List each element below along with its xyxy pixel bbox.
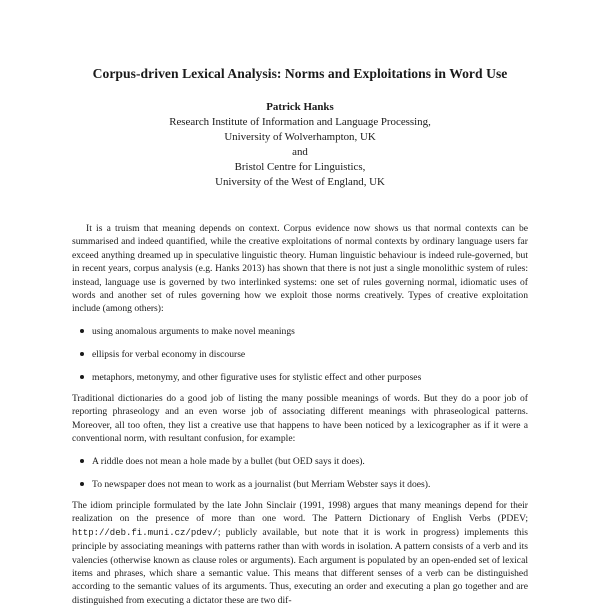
bullet-text: ellipsis for verbal economy in discourse	[92, 349, 246, 360]
affiliation-line: University of the West of England, UK	[215, 176, 385, 188]
author-block	[0, 100, 600, 190]
body-paragraph-2	[72, 392, 528, 446]
paragraph-text-part: The idiom principle formulated by the late John Sinclair (1991, 1998) argues that many meanings depend for their realization on the presence of more than one word. The Pattern Dictionary of English Verbs (PDEV;	[72, 500, 528, 525]
paragraph-text: It is a truism that meaning depends on context. Corpus evidence now shows us that normal contexts can be summarised and indeed quantified, while the creative exploitations of normal contexts by ordinary language users far exceed anything dreamed up in speculative linguistic theory. Human linguistic behaviour is indeed rule-governed, but in recent years, corpus analysis (e.g. Hanks 2013) has shown that there is not just a single monolithic system of rules: instead, language use is governed by two interlinked systems: one set of rules governing normal, idiomatic uses of words and another set of rules governing how we exploit those norms creatively. Types of creative exploitation include (among others):	[72, 223, 528, 315]
bullet-icon	[80, 482, 84, 486]
bullet-item	[80, 371, 528, 384]
bullet-item	[80, 348, 528, 361]
bullet-text: metaphors, metonymy, and other figurative uses for stylistic effect and other purposes	[92, 372, 422, 383]
bullet-item	[80, 325, 528, 338]
bullet-item	[80, 478, 528, 491]
bullet-icon	[80, 352, 84, 356]
affiliation-line: University of Wolverhampton, UK	[224, 131, 376, 143]
author-name: Patrick Hanks	[266, 101, 334, 113]
pdev-url-link[interactable]: http://deb.fi.muni.cz/pdev/	[72, 527, 218, 538]
bullet-icon	[80, 459, 84, 463]
bullet-text: To newspaper does not mean to work as a journalist (but Merriam Webster says it does).	[92, 479, 431, 490]
bullet-icon	[80, 329, 84, 333]
bullet-item	[80, 455, 528, 468]
paragraph-text-part: ; publicly available, but note that it is work in progress) implements this principle by associating meanings with patterns rather than with words in isolation. A pattern consists of a verb and its valencies (otherwise known as clause roles or arguments). Each argument is populated by an open-ended set of lexical items and phrases, which share a semantic value. This means that different senses of a verb can be distinguished according to the semantic values of its arguments. Thus, executing an order and executing a plan go together and are distinguished from executing a dictator these are two dif-	[72, 526, 528, 606]
affiliation-line: Research Institute of Information and Language Processing,	[169, 116, 431, 128]
paragraph-text: Traditional dictionaries do a good job of listing the many possible meanings of words. But they do a poor job of reporting phraseology and an even worse job of associating different meanings with phraseological patterns. Moreover, all too often, they list a creative use that happens to have been noticed by a lexicographer as if it were a conventional norm, with resultant confusion, for example:	[72, 393, 528, 445]
body-paragraph-3	[72, 499, 528, 607]
affiliation-line: Bristol Centre for Linguistics,	[234, 161, 366, 173]
bullet-text: using anomalous arguments to make novel meanings	[92, 326, 295, 337]
bullet-icon	[80, 375, 84, 379]
affiliation-line: and	[292, 146, 308, 158]
paragraph-text	[72, 499, 528, 607]
bullet-text: A riddle does not mean a hole made by a bullet (but OED says it does).	[92, 456, 365, 467]
body-paragraph-1	[72, 222, 528, 316]
paper-title: Corpus-driven Lexical Analysis: Norms and Exploitations in Word Use	[92, 66, 508, 81]
